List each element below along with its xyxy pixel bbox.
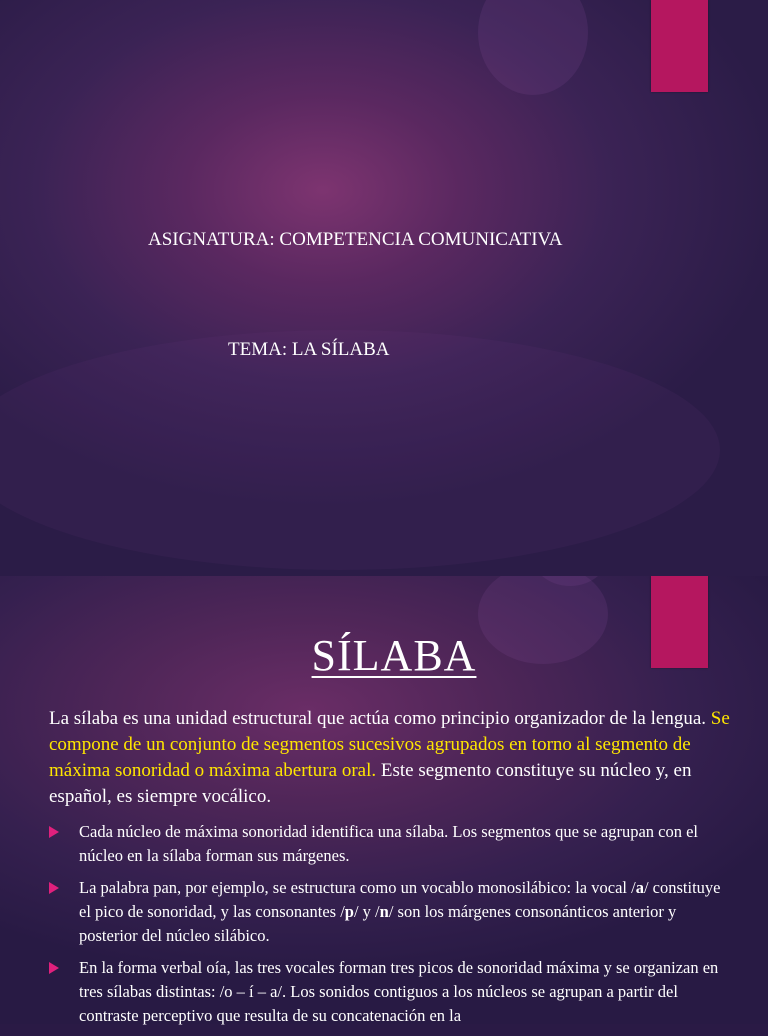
bold-letter: a xyxy=(635,878,644,897)
topic-line: TEMA: LA SÍLABA xyxy=(228,339,390,360)
subject-line: ASIGNATURA: COMPETENCIA COMUNICATIVA xyxy=(148,229,563,250)
highlighted-text: Se compone de un conjunto de segmentos sucesivos agrupados en torno al segmento de máxima sonoridad o máxima abertura oral. xyxy=(49,708,730,781)
intro-paragraph xyxy=(49,706,739,810)
bold-letter: p xyxy=(344,902,354,921)
intro-text: La sílaba es una unidad estructural que actúa como principio organizador de la lengua. xyxy=(49,708,711,729)
bold-letter: n xyxy=(379,902,389,921)
triangle-bullet-icon xyxy=(49,826,59,838)
list-item xyxy=(49,876,729,948)
bullet-text-part: La palabra pan, por ejemplo, se estructura como un vocablo monosilábico: la vocal / xyxy=(79,878,636,897)
accent-bar xyxy=(651,0,708,92)
intro-text-end: Este segmento constituye su núcleo y, en español, es siempre vocálico. xyxy=(49,760,692,807)
decorative-circle xyxy=(0,330,720,570)
bullet-text-part: / son los márgenes consonánticos anterior y posterior del núcleo silábico. xyxy=(79,902,677,945)
list-item xyxy=(49,956,729,1028)
bullet-text xyxy=(79,878,720,945)
bullet-text-part: / y / xyxy=(353,902,380,921)
triangle-bullet-icon xyxy=(49,962,59,974)
slide-title: SÍLABA xyxy=(311,631,477,680)
bullet-text: Cada núcleo de máxima sonoridad identifica una sílaba. Los segmentos que se agrupan con el núcleo en la sílaba forman sus márgenes. xyxy=(79,822,699,865)
bullet-text-part: / constituye el pico de sonoridad, y las consonantes / xyxy=(79,878,721,921)
decorative-circle xyxy=(478,0,588,95)
triangle-bullet-icon xyxy=(49,882,59,894)
bullet-text: En la forma verbal oía, las tres vocales forman tres picos de sonoridad máxima y se organizan en tres sílabas distintas: /o – í – a/. Los sonidos contiguos a los núcleos se agrupan a partir del contraste perceptivo que resulta de su concatenación en la xyxy=(79,958,719,1025)
bullet-list xyxy=(49,820,729,1036)
list-item xyxy=(49,820,729,868)
